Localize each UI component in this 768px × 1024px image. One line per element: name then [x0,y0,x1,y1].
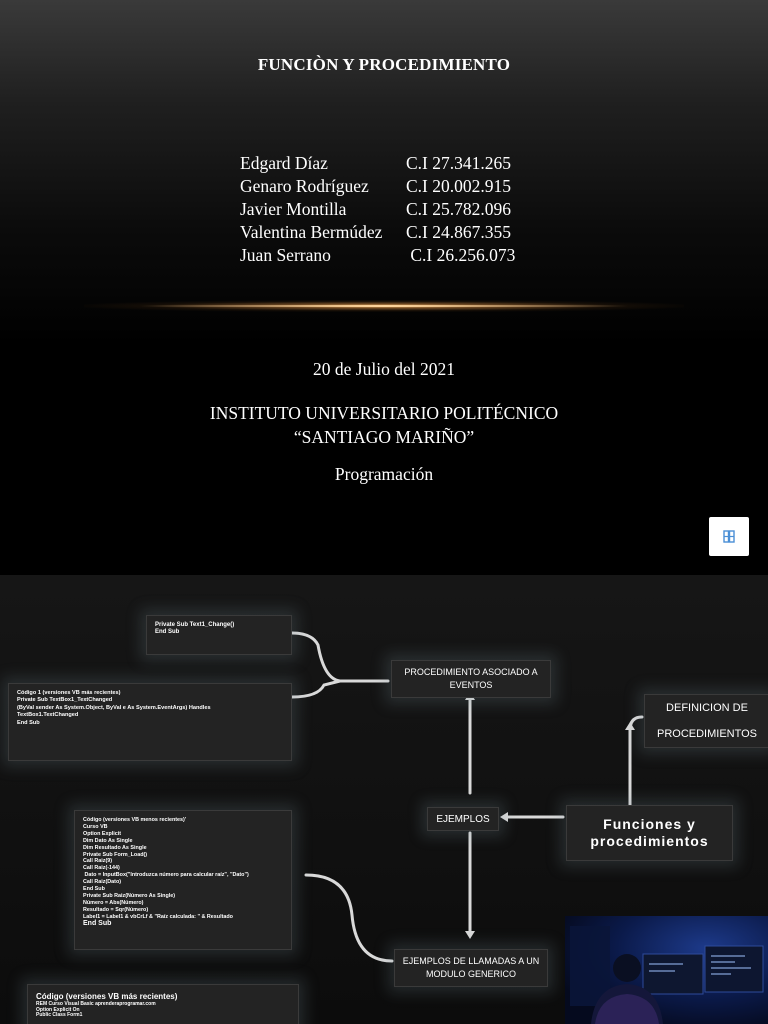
code-line: Public Class Form1 [36,1012,83,1019]
code-line: Código (versiones VB menos recientes)' [83,817,187,823]
student-name: Edgard Díaz [240,153,328,173]
code-line: Call Raiz(Dato) [83,879,122,886]
code-line: Private Sub Raiz(Número As Single) [83,892,176,899]
student-row [240,244,515,267]
code-box-text-change [146,615,292,655]
code-line: Dato = InputBox("Introduzca número para calcular raíz", "Dato") [83,872,249,879]
code-line: Option Explicit [83,830,122,837]
code-line: End Sub [83,919,112,927]
student-ci: C.I 25.782.096 [406,199,511,219]
student-list [240,152,515,267]
code-line: TextBox1.TextChanged [17,712,79,719]
node-ejemplos: EJEMPLOS [427,807,499,831]
code-box-vb-old [74,810,292,950]
code-line: Código 1 (versiones VB más recientes) [17,690,121,696]
code-line: Curso VB [83,823,108,830]
student-row [240,198,515,221]
code-line: Dim Dato As Single [83,837,133,844]
student-row [240,175,515,198]
code-line: Código (versiones VB más recientes) [36,992,178,1001]
institute-name: INSTITUTO UNIVERSITARIO POLITÉCNICO [209,403,559,423]
programmer-photo [565,916,768,1024]
student-row [240,221,515,244]
node-llamadas-modulo: EJEMPLOS DE LLAMADAS A UN MODULO GENERICO [394,949,548,987]
student-ci: C.I 27.341.265 [406,153,511,173]
date-text: 20 de Julio del 2021 [313,359,455,379]
code-line: End Sub [155,629,180,636]
student-row [240,152,515,175]
glow-divider-line [140,305,628,307]
code-line: End Sub [83,886,105,893]
institute-subname: “SANTIAGO MARIÑO” [293,427,475,447]
code-line: REM Curso Visual Basic aprenderaprogramar.com [36,1001,156,1007]
code-line: Private Sub Form_Load() [83,851,148,858]
page-view-button[interactable] [709,517,749,556]
student-ci: C.I 20.002.915 [406,176,511,196]
student-name: Javier Montilla [240,199,347,219]
node-definicion-procedimientos: DEFINICION DE PROCEDIMIENTOS [644,694,768,748]
code-line: Label1 = Label1 & vbCrLf & "Raíz calculada: " & Resultado [83,913,233,920]
student-name: Genaro Rodríguez [240,176,369,196]
node-procedimiento-eventos: PROCEDIMIENTO ASOCIADO A EVENTOS [391,660,551,698]
student-name: Juan Serrano [240,245,331,265]
code-line: Option Explicit On [36,1006,80,1013]
code-line: Call Raiz(9) [83,858,113,865]
node-funciones-procedimientos: Funciones y procedimientos [566,805,733,861]
student-ci: C.I 26.256.073 [406,245,516,265]
code-box-vb-new [8,683,292,761]
subject-text: Programación [334,464,434,484]
code-box-vb-new-2 [27,984,299,1024]
code-line: Dim Resultado As Single [83,844,147,851]
code-line: End Sub [17,719,40,726]
code-line: Call Raiz(-144) [83,865,120,872]
student-name: Valentina Bermúdez [240,222,383,242]
student-ci: C.I 24.867.355 [406,222,511,242]
two-page-view-icon [723,530,735,543]
slide-title: FUNCIÒN Y PROCEDIMIENTO [257,55,511,74]
programmer-illustration [565,916,768,1024]
code-line: Private Sub TextBox1_TextChanged [17,697,113,704]
code-line: Resultado = Sqr(Número) [83,906,149,913]
mindmap-slide [0,575,768,1024]
code-line: Número = Abs(Número) [83,899,144,906]
code-line: Private Sub Text1_Change() [155,622,235,628]
code-line: (ByVal sender As System.Object, ByVal e As System.EventArgs) Handles [17,704,211,711]
